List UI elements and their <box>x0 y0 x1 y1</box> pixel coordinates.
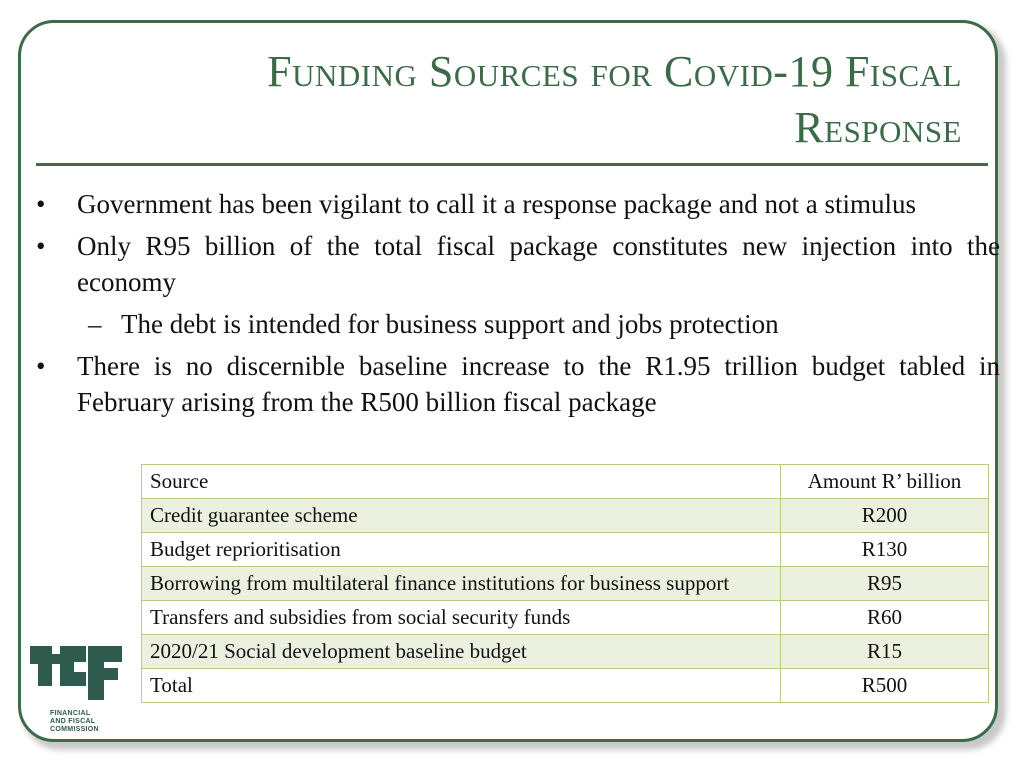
title-line-1: Funding Sources for Covid-19 Fiscal <box>267 47 962 96</box>
sub-bullet-text: The debt is intended for business support and jobs protection <box>121 309 779 339</box>
title-line-2: Response <box>794 103 962 152</box>
bullet-marker: • <box>36 189 46 219</box>
cell-amount: R95 <box>781 567 989 601</box>
cell-source: Borrowing from multilateral finance institutions for business support <box>142 567 781 601</box>
table-header-row <box>142 465 989 499</box>
bullet-list <box>36 186 1000 426</box>
logo-line-2: AND FISCAL <box>50 718 96 725</box>
table-total-row <box>142 669 989 703</box>
table-row <box>142 601 989 635</box>
header-source: Source <box>142 465 781 499</box>
table-row <box>142 499 989 533</box>
bullet-text: Only R95 billion of the total fiscal package constitutes new injection into the economy <box>77 231 1000 297</box>
bullet-item <box>36 348 1000 420</box>
logo-line-1: FINANCIAL <box>50 710 91 717</box>
logo-line-3: COMMISSION <box>50 726 99 733</box>
sub-bullet-marker: – <box>88 309 102 339</box>
bullet-item <box>36 186 1000 222</box>
cell-amount: R500 <box>781 669 989 703</box>
bullet-marker: • <box>36 351 46 381</box>
cell-source: Transfers and subsidies from social security funds <box>142 601 781 635</box>
cell-amount: R130 <box>781 533 989 567</box>
cell-amount: R60 <box>781 601 989 635</box>
logo-wordmark <box>50 710 99 734</box>
slide-title <box>82 44 962 156</box>
bullet-marker: • <box>36 231 46 261</box>
table-row <box>142 567 989 601</box>
cell-source: Credit guarantee scheme <box>142 499 781 533</box>
title-divider <box>36 163 988 166</box>
bullet-item <box>36 228 1000 300</box>
table-row <box>142 635 989 669</box>
cell-source: Budget reprioritisation <box>142 533 781 567</box>
header-amount: Amount R’ billion <box>781 465 989 499</box>
cell-amount: R15 <box>781 635 989 669</box>
bullet-text: Government has been vigilant to call it a response package and not a stimulus <box>77 189 917 219</box>
cell-amount: R200 <box>781 499 989 533</box>
bullet-text: There is no discernible baseline increase to the R1.95 trillion budget tabled in February arising from the R500 billion fiscal package <box>77 351 1000 417</box>
table-row <box>142 533 989 567</box>
cell-source: 2020/21 Social development baseline budget <box>142 635 781 669</box>
cell-source: Total <box>142 669 781 703</box>
funding-sources-table <box>141 464 989 703</box>
sub-bullet-item <box>36 306 1000 342</box>
